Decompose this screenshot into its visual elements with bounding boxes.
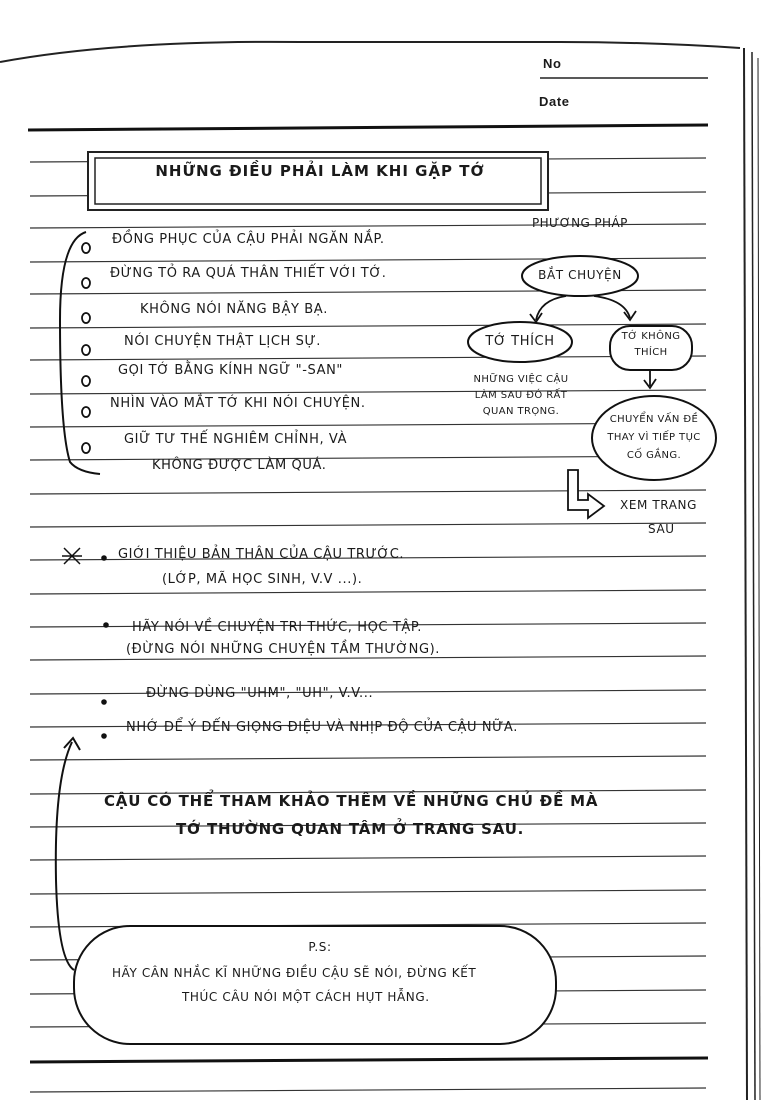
date-label: Date	[539, 94, 570, 109]
dislikes-note-line: CHUYỂN VẤN ĐỀ	[609, 414, 699, 425]
diagram-start-node: BẮT CHUYỆN	[538, 268, 622, 282]
next-page-note: SAU	[648, 522, 675, 536]
rule-item: GỌI TỚ BẰNG KÍNH NGỮ "-SAN"	[118, 363, 343, 378]
diagram-likes-node: TỚ THÍCH	[485, 334, 555, 349]
diagram-heading: PHƯƠNG PHÁP	[532, 216, 628, 230]
rule-item: NÓI CHUYỆN THẬT LỊCH SỰ.	[124, 334, 321, 349]
rule-item: KHÔNG ĐƯỢC LÀM QUÁ.	[152, 458, 327, 473]
tip-item: (LỚP, MÃ HỌC SINH, V.V ...).	[162, 572, 363, 587]
rule-item: NHÌN VÀO MẮT TỚ KHI NÓI CHUYỆN.	[110, 396, 366, 411]
diagram-dislikes-line: TỚ KHÔNG	[621, 331, 681, 342]
no-label: No	[543, 56, 562, 71]
rule-item: KHÔNG NÓI NĂNG BẬY BẠ.	[140, 302, 328, 317]
rule-item: ĐỪNG TỎ RA QUÁ THÂN THIẾT VỚI TỚ.	[110, 266, 387, 281]
tip-item: NHỚ ĐỂ Ý ĐẾN GIỌNG ĐIỆU VÀ NHỊP ĐỘ CỦA CẬU NỮA.	[126, 720, 518, 735]
likes-note-line: LÀM SAU ĐÓ RẤT	[474, 390, 568, 401]
page-title: NHỮNG ĐIỀU PHẢI LÀM KHI GẶP TỚ	[155, 162, 485, 180]
tip-item: ĐỪNG DÙNG "UHM", "UH", V.V...	[146, 686, 374, 701]
diagram-dislikes-line: THÍCH	[634, 347, 668, 358]
next-page-note: XEM TRANG	[620, 498, 698, 512]
rule-item: ĐỒNG PHỤC CỦA CẬU PHẢI NGĂN NẮP.	[112, 232, 385, 247]
dislikes-note-line: THAY VÌ TIẾP TỤC	[607, 432, 701, 443]
dislikes-note-line: CỐ GẮNG.	[626, 450, 682, 461]
likes-note-line: NHỮNG VIỆC CẬU	[473, 374, 569, 385]
ps-line: THÚC CÂU NÓI MỘT CÁCH HỤT HẪNG.	[182, 990, 430, 1004]
likes-note-line: QUAN TRỌNG.	[482, 406, 560, 417]
tip-item: (ĐỪNG NÓI NHỮNG CHUYỆN TẦM THƯỜNG).	[126, 642, 441, 657]
tip-item: HÃY NÓI VỀ CHUYỆN TRI THỨC, HỌC TẬP.	[132, 620, 423, 635]
reference-line: CẬU CÓ THỂ THAM KHẢO THÊM VỀ NHỮNG CHỦ ĐỀ MÀ	[104, 792, 599, 810]
ps-label: P.S:	[308, 940, 332, 954]
tip-item: GIỚI THIỆU BẢN THÂN CỦA CẬU TRƯỚC.	[118, 547, 405, 562]
reference-line: TỚ THƯỜNG QUAN TÂM Ở TRANG SAU.	[176, 820, 525, 838]
rule-item: GIỮ TƯ THẾ NGHIÊM CHỈNH, VÀ	[124, 432, 348, 447]
ps-line: HÃY CÂN NHẮC KĨ NHỮNG ĐIỀU CẬU SẼ NÓI, ĐỪNG KẾT	[112, 966, 477, 980]
